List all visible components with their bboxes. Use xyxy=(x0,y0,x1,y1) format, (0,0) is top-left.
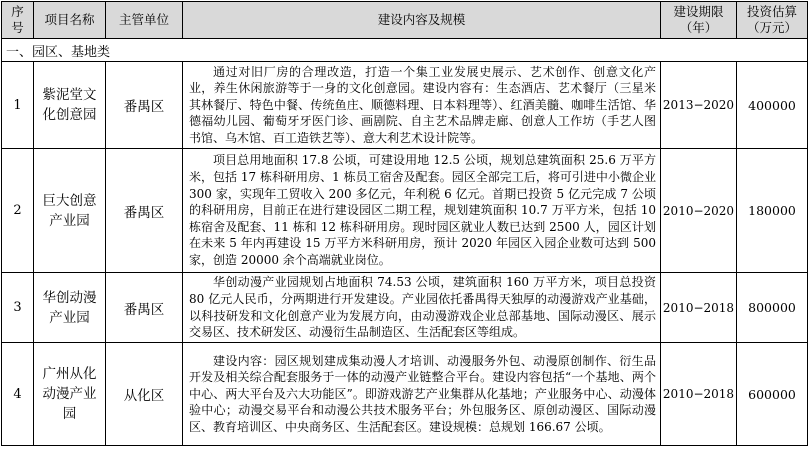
header-invest-line1: 投资估算 xyxy=(746,4,797,19)
header-invest xyxy=(737,2,808,39)
category-row xyxy=(2,39,808,62)
investment-estimate: 400000 xyxy=(737,62,808,149)
investment-estimate: 800000 xyxy=(737,273,808,343)
header-period-line1: 建设期限 xyxy=(673,4,724,19)
project-table xyxy=(1,1,808,446)
header-name: 项目名称 xyxy=(34,2,106,39)
project-name: 广州从化动漫产业园 xyxy=(34,343,106,446)
project-content: 通过对旧厂房的合理改造，打造一个集工业发展史展示、艺术创作、创意文化产业，养生休闲旅游等于一身的文化创意园。建设内容有：生态酒店、艺术餐厅（三星米其林餐厅、特色中餐、传统鱼庄、顺德料理、日本料理等）、红酒美髓、咖啡生活馆、华德福幼儿园、葡萄牙牙医门诊、画剧院、自主艺术品牌走廊、创意人工作坊（手艺人图书馆、乌木馆、百工造铁艺等）、意大利艺术设计院等。 xyxy=(183,62,661,149)
row-number: 3 xyxy=(2,273,34,343)
managing-unit: 从化区 xyxy=(106,343,183,446)
header-unit: 主管单位 xyxy=(106,2,183,39)
header-seq xyxy=(2,2,34,39)
project-content: 项目总用地面积 17.8 公顷，可建设用地 12.5 公顷，规划总建筑面积 25.6 万平方米，包括 17 栋科研用房、1 栋员工宿舍及配套。园区全部完工后，将可引进中小微企业 300 家，实现年工贸收入 200 多亿元，年利税 6 亿元。首期已投资 5 亿元完成 7 公顷的科研用房，目前正在进行建设园区二期工程，规划建筑面积 10.7 万平方米，包括 10 栋宿舍及配套、11 栋和 12 栋科研用房。现时园区就业人数已达到 2500 人，园区计划在未来 5 年内再建设 15 万平方米科研用房，预计 2020 年园区入园企业数可达到 500 家，创造 20000 余个高端就业岗位。 xyxy=(183,149,661,273)
project-content: 华创动漫产业园规划占地面积 74.53 公顷，建筑面积 160 万平方米，项目总投资 80 亿元人民币，分两期进行开发建设。产业园依托番禺得天独厚的动漫游戏产业基础，以科技研发和文化创意产业为发展方向，由动漫游戏企业总部基地、国际动漫区、展示交易区、技术研发区、动漫衍生品制造区、生活配套区等组成。 xyxy=(183,273,661,343)
table-row xyxy=(2,149,808,273)
header-period-line2: （年） xyxy=(679,20,718,35)
project-name: 巨大创意产业园 xyxy=(34,149,106,273)
row-number: 2 xyxy=(2,149,34,273)
managing-unit: 番禺区 xyxy=(106,62,183,149)
table-row xyxy=(2,343,808,446)
header-invest-line2: （万元） xyxy=(746,20,797,35)
managing-unit: 番禺区 xyxy=(106,273,183,343)
header-content: 建设内容及规模 xyxy=(183,2,661,39)
category-label: 一、园区、基地类 xyxy=(2,39,808,62)
table-row xyxy=(2,62,808,149)
header-period xyxy=(661,2,737,39)
header-seq-line2: 号 xyxy=(11,20,24,35)
table-header-row xyxy=(2,2,808,39)
header-seq-line1: 序 xyxy=(11,4,24,19)
construction-period: 2010−2018 xyxy=(661,343,737,446)
investment-estimate: 600000 xyxy=(737,343,808,446)
project-name: 华创动漫产业园 xyxy=(34,273,106,343)
managing-unit: 番禺区 xyxy=(106,149,183,273)
construction-period: 2010−2020 xyxy=(661,149,737,273)
construction-period: 2013−2020 xyxy=(661,62,737,149)
investment-estimate: 180000 xyxy=(737,149,808,273)
row-number: 1 xyxy=(2,62,34,149)
project-name: 紫泥堂文化创意园 xyxy=(34,62,106,149)
construction-period: 2010−2018 xyxy=(661,273,737,343)
table-row xyxy=(2,273,808,343)
project-content: 建设内容：园区规划建成集动漫人才培训、动漫服务外包、动漫原创制作、衍生品开发及相关综合配套服务于一体的动漫产业链整合平台。建设内容包括“一个基地、两个中心、两大平台及六大功能区”。即游戏游艺产业集群从化基地；产业服务中心、动漫体验中心；动漫交易平台和动漫公共技术服务平台；外包服务区、原创动漫区、国际动漫区、教育培训区、中央商务区、生活配套区。建设规模：总规划 166.67 公顷。 xyxy=(183,343,661,446)
row-number: 4 xyxy=(2,343,34,446)
